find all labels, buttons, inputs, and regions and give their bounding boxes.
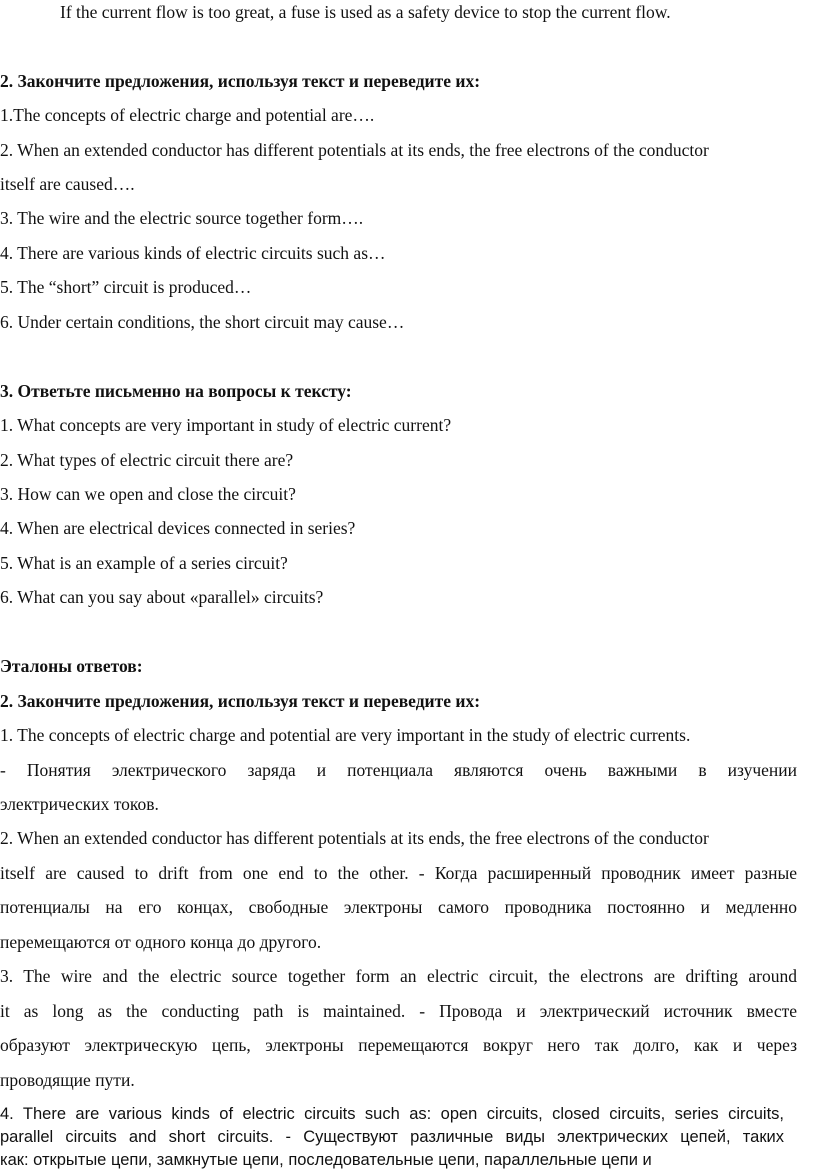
answer-line: parallel circuits and short circuits. - Существуют различные виды электрических цепей, таких	[0, 1128, 784, 1146]
section-3-item-1: 1. What concepts are very important in study of electric current?	[0, 415, 452, 435]
answer-line: перемещаются от одного конца до другого.	[0, 932, 322, 952]
answer-line: 4. There are various kinds of electric circuits such as: open circuits, closed circuits, series circuits,	[0, 1105, 784, 1123]
section-2-item-5: 5. The “short” circuit is produced…	[0, 277, 252, 297]
section-3-item-2: 2. What types of electric circuit there are?	[0, 450, 294, 470]
answer-line: электрических токов.	[0, 794, 159, 814]
answer-line: потенциалы на его концах, свободные электроны самого проводника постоянно и медленно	[0, 897, 797, 917]
section-3-item-3: 3. How can we open and close the circuit?	[0, 484, 296, 504]
section-3-heading: 3. Ответьте письменно на вопросы к тексту:	[0, 381, 352, 401]
answer-line: 3. The wire and the electric source together form an electric circuit, the electrons are drifting around	[0, 966, 797, 986]
answer-line: образуют электрическую цепь, электроны перемещаются вокруг него так долго, как и через	[0, 1035, 797, 1055]
answer-line: 1. The concepts of electric charge and potential are very important in the study of electric currents.	[0, 725, 691, 745]
answer-line: - Понятия электрического заряда и потенциала являются очень важными в изучении	[0, 760, 797, 780]
answer-line: проводящие пути.	[0, 1070, 135, 1090]
section-2-item-4: 4. There are various kinds of electric circuits such as…	[0, 243, 386, 263]
section-2-item-2-cont: itself are caused….	[0, 174, 135, 194]
answer-line: 2. When an extended conductor has different potentials at its ends, the free electrons of the conductor	[0, 828, 709, 848]
intro-text: If the current flow is too great, a fuse is used as a safety device to stop the current flow.	[60, 2, 671, 22]
section-2-heading: 2. Закончите предложения, используя текст и переведите их:	[0, 71, 481, 91]
section-3-item-4: 4. When are electrical devices connected in series?	[0, 518, 356, 538]
answer-line: itself are caused to drift from one end to the other. - Когда расширенный проводник имеет разные	[0, 863, 797, 883]
answers-heading: 2. Закончите предложения, используя текст и переведите их:	[0, 691, 481, 711]
section-2-item-2: 2. When an extended conductor has different potentials at its ends, the free electrons of the conductor	[0, 140, 709, 160]
section-3-item-5: 5. What is an example of a series circuit?	[0, 553, 288, 573]
answers-title: Эталоны ответов:	[0, 656, 143, 676]
section-2-item-6: 6. Under certain conditions, the short circuit may cause…	[0, 312, 405, 332]
section-3-item-6: 6. What can you say about «parallel» circuits?	[0, 587, 324, 607]
section-2-item-3: 3. The wire and the electric source together form….	[0, 208, 364, 228]
section-2-item-1: 1.The concepts of electric charge and potential are….	[0, 105, 375, 125]
answer-line: it as long as the conducting path is maintained. - Провода и электрический источник вместе	[0, 1001, 797, 1021]
answer-line: как: открытые цепи, замкнутые цепи, последовательные цепи, параллельные цепи и	[0, 1151, 652, 1169]
